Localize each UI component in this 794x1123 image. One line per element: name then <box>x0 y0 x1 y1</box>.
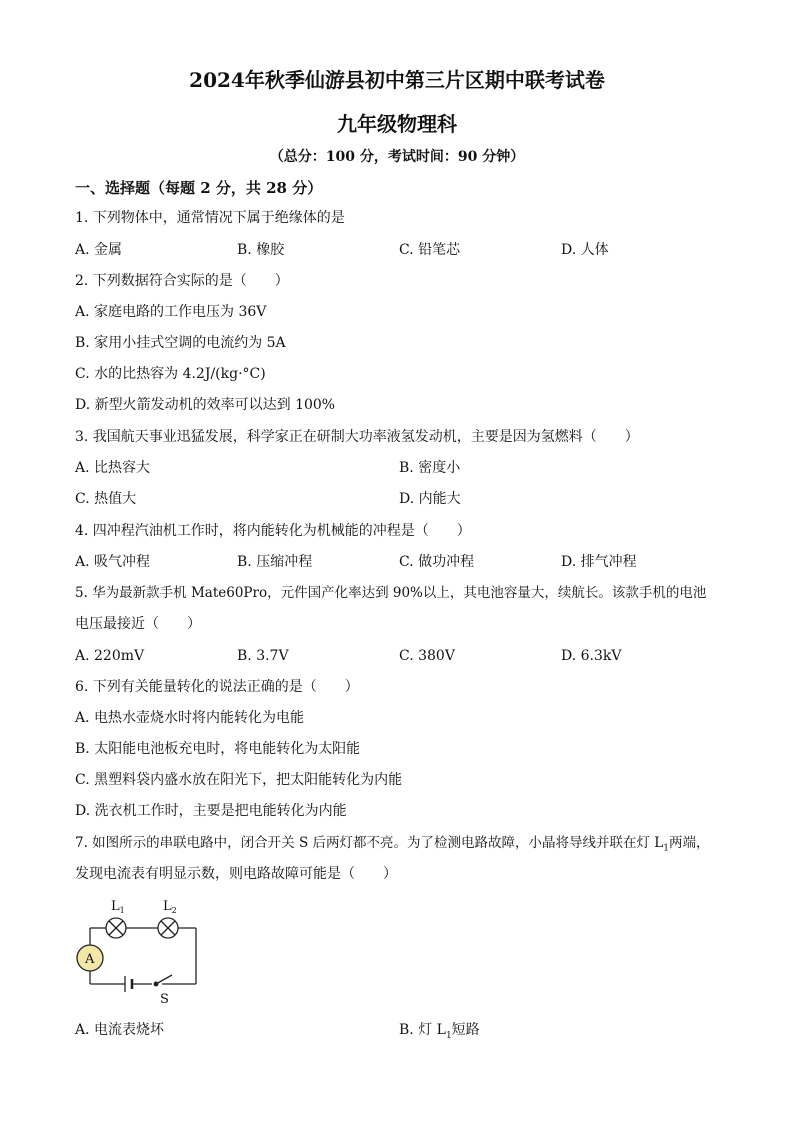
lamp-l1-icon <box>106 918 126 938</box>
q7-option-b-subscript: 1 <box>445 1030 452 1041</box>
q5-option-a: A. 220mV <box>75 648 145 664</box>
q6-option-b: B. 太阳能电池板充电时，将电能转化为太阳能 <box>75 741 361 757</box>
q1-option-a: A. 金属 <box>75 242 123 258</box>
q2-option-b: B. 家用小挂式空调的电流约为 5A <box>75 335 286 351</box>
lamp-l1-label: $L_1$ <box>111 899 125 915</box>
q3-option-d: D. 内能大 <box>399 491 461 507</box>
q1-option-c: C. 铅笔芯 <box>399 242 461 258</box>
q6-option-a: A. 电热水壶烧水时将内能转化为电能 <box>75 710 305 726</box>
q3-option-c: C. 热值大 <box>75 491 137 507</box>
lamp-l2-label: $L_2$ <box>163 899 177 915</box>
q7-option-a: A. 电流表烧坏 <box>75 1022 165 1038</box>
q4-option-a: A. 吸气冲程 <box>75 554 151 570</box>
question-5-stem-line2: 电压最接近（ ） <box>75 616 201 632</box>
q7-stem-text-end: 两端， <box>669 835 710 851</box>
question-2-stem: 2. 下列数据符合实际的是（ ） <box>75 273 289 289</box>
q6-option-d: D. 洗衣机工作时，主要是把电能转化为内能 <box>75 803 347 819</box>
exam-subtitle: 九年级物理科 <box>337 112 457 136</box>
battery-icon <box>125 976 132 992</box>
question-6-stem: 6. 下列有关能量转化的说法正确的是（ ） <box>75 679 359 695</box>
q7-option-b <box>399 1020 480 1046</box>
q4-option-d: D. 排气冲程 <box>561 554 637 570</box>
q7-stem-text: 7. 如图所示的串联电路中，闭合开关 S 后两灯都不亮。为了检测电路故障，小晶将导线并联在灯 L <box>75 835 664 851</box>
q4-option-b: B. 压缩冲程 <box>237 554 313 570</box>
question-7-stem-line1 <box>75 833 710 859</box>
q1-option-d: D. 人体 <box>561 242 609 258</box>
exam-title: 2024年秋季仙游县初中第三片区期中联考试卷 <box>189 68 605 92</box>
series-circuit-diagram <box>72 895 204 1005</box>
q2-option-c: C. 水的比热容为 4.2J/(kg·°C) <box>75 366 266 382</box>
q5-option-c: C. 380V <box>399 648 455 664</box>
q2-option-d: D. 新型火箭发动机的效率可以达到 100% <box>75 397 336 413</box>
question-1-stem: 1. 下列物体中，通常情况下属于绝缘体的是 <box>75 210 345 226</box>
question-5-stem-line1: 5. 华为最新款手机 Mate60Pro，元件国产化率达到 90%以上，其电池容量大，续航长。该款手机的电池 <box>75 585 707 601</box>
q3-option-a: A. 比热容大 <box>75 460 151 476</box>
exam-info: （总分：100 分，考试时间：90 分钟） <box>269 149 525 165</box>
q3-option-b: B. 密度小 <box>399 460 461 476</box>
q2-option-a: A. 家庭电路的工作电压为 36V <box>75 304 267 320</box>
q7-option-b-text-end: 短路 <box>451 1022 480 1038</box>
ammeter-label: A <box>85 952 95 967</box>
lamp-l2-icon <box>158 918 178 938</box>
question-7-stem-line2: 发现电流表有明显示数，则电路故障可能是（ ） <box>75 866 397 882</box>
switch-label: S <box>160 992 169 1005</box>
q5-option-d: D. 6.3kV <box>561 648 622 664</box>
q7-stem-subscript: 1 <box>663 843 669 854</box>
q7-option-b-text: B. 灯 L <box>399 1022 446 1038</box>
q4-option-c: C. 做功冲程 <box>399 554 475 570</box>
section-heading: 一、选择题（每题 2 分，共 28 分） <box>75 179 323 197</box>
question-4-stem: 4. 四冲程汽油机工作时，将内能转化为机械能的冲程是（ ） <box>75 523 471 539</box>
q6-option-c: C. 黑塑料袋内盛水放在阳光下，把太阳能转化为内能 <box>75 772 403 788</box>
q1-option-b: B. 橡胶 <box>237 242 285 258</box>
question-3-stem: 3. 我国航天事业迅猛发展，科学家正在研制大功率液氢发动机，主要是因为氢燃料（ ） <box>75 429 639 445</box>
q5-option-b: B. 3.7V <box>237 648 289 664</box>
